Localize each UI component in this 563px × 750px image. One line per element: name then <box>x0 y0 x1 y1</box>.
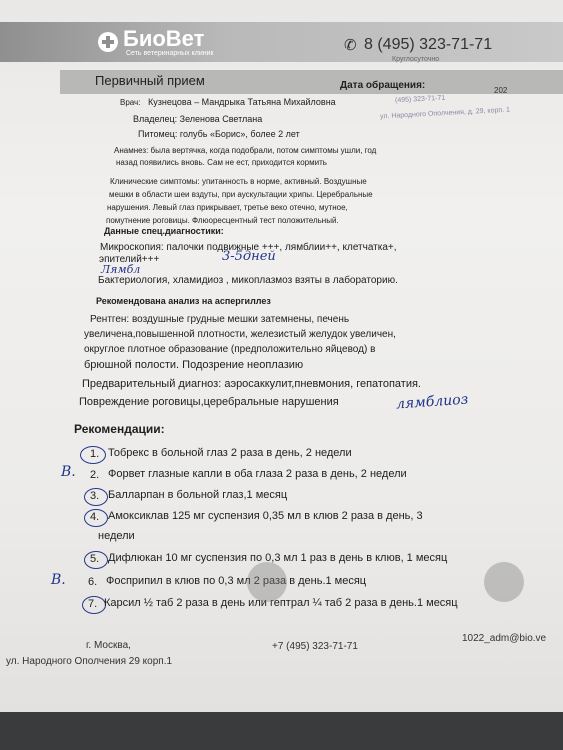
aspergillosis-recommendation: Рекомендована анализ на аспергиллез <box>96 296 271 306</box>
recommendation-item-6: Фосприпил в клюв по 0,3 мл 2 раза в день.1 месяц <box>106 575 367 587</box>
recommendation-item-5: Дифлюкан 10 мг суспензия по 0,3 мл 1 раз в день в клюв, 1 месяц <box>108 552 448 564</box>
diagnosis-line-1: Предварительный диагноз: аэросаккулит,пневмония, гепатопатия. <box>82 378 421 390</box>
phone-icon: ✆ <box>344 37 357 54</box>
handwritten-lamblia-left: Лямбл <box>101 263 141 276</box>
recommendations-heading: Рекомендации: <box>74 422 165 436</box>
recommendation-number-1: 1. <box>90 448 100 460</box>
clinical-line-3: нарушения. Левый глаз прикрывает, третье веко отечно, мутное, <box>107 203 348 212</box>
footer-phone: +7 (495) 323-71-71 <box>272 641 358 652</box>
doctor-label: Врач: <box>120 98 141 107</box>
recommendation-item-4-continued: недели <box>98 530 135 542</box>
xray-line-4: брюшной полости. Подозрение неоплазию <box>84 359 304 371</box>
diagnostics-heading: Данные спец.диагностики: <box>104 226 224 236</box>
doctor-name: Кузнецова – Мандрыка Татьяна Михайловна <box>148 97 336 107</box>
pet-line: Питомец: голубь «Борис», более 2 лет <box>138 129 300 139</box>
form-title: Первичный прием <box>95 73 205 88</box>
recommendation-item-4: Амоксиклав 125 мг суспензия 0,35 мл в клюв 2 раза в день, 3 <box>108 510 423 522</box>
microscopy-line-1: Микроскопия: палочки подвижные +++, лямблии++, клетчатка+, <box>100 242 397 253</box>
footer-email: 1022_adm@bio.ve <box>462 633 547 644</box>
anamnesis-line-2: назад появились вновь. Сам не ест, приходится кормить <box>116 158 327 167</box>
xray-line-2: увеличена,повышенной плотности, железистый желудок увеличен, <box>84 329 396 340</box>
recommendation-item-7: Карсил ½ таб 2 раза в день или гептрал ¼ таб 2 раза в день.1 месяц <box>104 597 458 609</box>
recommendation-number-2: 2. <box>90 469 100 481</box>
overlay-button-left[interactable] <box>247 562 287 602</box>
overlay-button-right[interactable] <box>484 562 524 602</box>
recommendation-item-1: Тобрекс в больной глаз 2 раза в день, 2 недели <box>108 447 352 459</box>
stamp-address: ул. Народного Ополчения, д. 29, корп. 1 <box>379 106 511 121</box>
microscopy-line-2: эпителий+++ <box>99 254 160 265</box>
stamp-phone: (495) 323-71-71 <box>394 94 446 105</box>
clinical-line-1: Клинические симптомы: упитанность в норме, активный. Воздушные <box>110 177 367 186</box>
clinic-logo-subtitle: Сеть ветеринарных клиник <box>126 50 214 57</box>
handwritten-mark-b-1: В. <box>61 464 76 480</box>
vet-cross-icon <box>98 32 118 52</box>
recommendation-number-6: 6. <box>88 576 98 588</box>
recommendation-number-7: 7. <box>88 598 98 610</box>
diagnosis-line-2: Повреждение роговицы,церебральные нарушения <box>79 396 339 408</box>
footer-city: г. Москва, <box>86 640 131 651</box>
date-year: 202 <box>494 86 508 95</box>
handwritten-lamblia-note: лямблиоз <box>395 391 469 413</box>
recommendation-number-4: 4. <box>90 511 100 523</box>
owner-line: Владелец: Зеленова Светлана <box>133 114 263 124</box>
recommendation-number-5: 5. <box>90 553 100 565</box>
recommendation-item-2: Форвет глазные капли в оба глаза 2 раза в день, 2 недели <box>108 468 407 480</box>
header-phone: 8 (495) 323-71-71 <box>364 36 493 53</box>
header-phone-subtitle: Круглосуточно <box>392 56 440 63</box>
bacteriology-line: Бактериология, хламидиоз , микоплазмоз взяты в лабораторию. <box>98 275 398 286</box>
clinic-logo: БиоВет <box>123 26 205 51</box>
xray-line-3: округлое плотное образование (предположительно яйцевод) в <box>84 344 376 355</box>
clinical-line-2: мешки в области шеи вздуты, при аускультации хрипы. Церебральные <box>109 190 373 199</box>
date-label: Дата обращения: <box>340 80 426 91</box>
anamnesis-line-1: Анамнез: была вертячка, когда подобрали, потом симптомы ушли, год <box>114 146 377 155</box>
recommendation-number-3: 3. <box>90 490 100 502</box>
footer-address: ул. Народного Ополчения 29 корп.1 <box>6 656 173 667</box>
recommendation-item-3: Балларпан в больной глаз,1 месяц <box>108 489 288 501</box>
handwritten-days-note: 3-5дней <box>222 249 276 264</box>
xray-line-1: Рентген: воздушные грудные мешки затемнены, печень <box>90 314 350 325</box>
clinical-line-4: помутнение роговицы. Флюоресцентный тест положительный. <box>106 216 339 225</box>
handwritten-mark-b-2: В. <box>51 572 66 588</box>
